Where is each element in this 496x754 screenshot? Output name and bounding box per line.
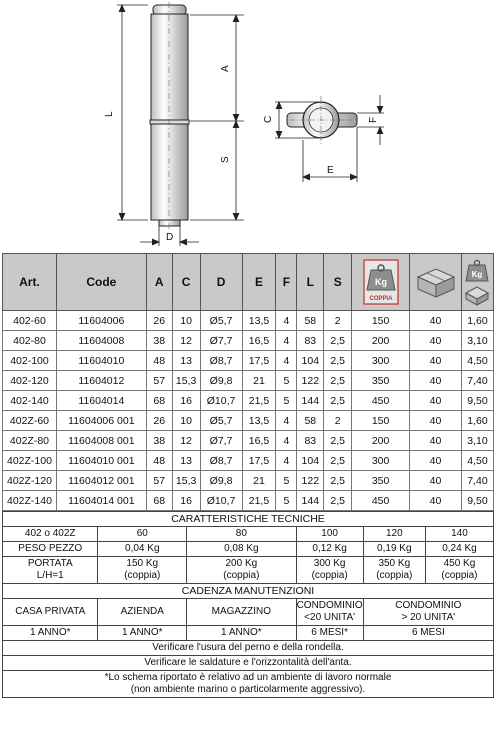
cell-s: 2,5 xyxy=(324,371,352,391)
cell-packaging: 40 xyxy=(410,411,462,431)
cell-weight: 1,60 xyxy=(461,411,493,431)
cell-art: 402Z-140 xyxy=(3,491,57,511)
cell-f: 4 xyxy=(276,431,297,451)
condo-small-line2: <20 UNITA' xyxy=(304,612,356,623)
m-value: 1 ANNO* xyxy=(187,626,296,641)
cell-l: 144 xyxy=(297,491,324,511)
cell-e: 16,5 xyxy=(242,331,276,351)
cell-s: 2,5 xyxy=(324,331,352,351)
cell-weight: 9,50 xyxy=(461,491,493,511)
cell-code: 11604012 001 xyxy=(56,471,146,491)
cell-d: Ø10,7 xyxy=(200,491,242,511)
cell-f: 5 xyxy=(276,391,297,411)
capacity-value: 200 Kg xyxy=(225,558,258,569)
m-value: 1 ANNO* xyxy=(3,626,98,641)
cell-d: Ø5,7 xyxy=(200,311,242,331)
table-row xyxy=(3,331,494,351)
pair-label: (coppia) xyxy=(376,570,413,581)
cell-f: 4 xyxy=(276,351,297,371)
cell-c: 13 xyxy=(172,451,200,471)
capacity-cell xyxy=(425,557,493,584)
cell-code: 11604012 xyxy=(56,371,146,391)
size-cell: 120 xyxy=(363,527,425,542)
m-value: 6 MESI* xyxy=(296,626,363,641)
cell-s: 2,5 xyxy=(324,351,352,371)
cell-c: 12 xyxy=(172,431,200,451)
cell-f: 4 xyxy=(276,331,297,351)
cell-a: 68 xyxy=(146,491,172,511)
cell-packaging: 40 xyxy=(410,371,462,391)
cell-e: 17,5 xyxy=(242,451,276,471)
spec-table xyxy=(2,253,494,511)
col-a: A xyxy=(146,254,172,311)
cell-art: 402Z-80 xyxy=(3,431,57,451)
cell-c: 15,3 xyxy=(172,471,200,491)
cell-art: 402-60 xyxy=(3,311,57,331)
cell-code: 11604014 xyxy=(56,391,146,411)
capacity-value: 150 Kg xyxy=(126,558,159,569)
cell-s: 2 xyxy=(324,411,352,431)
cell-art: 402-140 xyxy=(3,391,57,411)
dim-f-label: F xyxy=(368,116,379,123)
cell-capacity: 450 xyxy=(352,391,410,411)
cell-capacity: 300 xyxy=(352,351,410,371)
cell-weight: 4,50 xyxy=(461,451,493,471)
size-cell: 80 xyxy=(187,527,296,542)
cell-s: 2,5 xyxy=(324,391,352,411)
weight-kg2-text: Kg xyxy=(472,270,483,279)
cell-f: 5 xyxy=(276,471,297,491)
cell-art: 402Z-60 xyxy=(3,411,57,431)
cell-art: 402-80 xyxy=(3,331,57,351)
cell-s: 2,5 xyxy=(324,471,352,491)
cell-f: 4 xyxy=(276,311,297,331)
cell-a: 48 xyxy=(146,351,172,371)
m-value: 6 MESI xyxy=(363,626,493,641)
col-d: D xyxy=(200,254,242,311)
dim-s-label: S xyxy=(220,156,231,163)
cell-e: 21,5 xyxy=(242,391,276,411)
hinge-top-view xyxy=(287,96,357,144)
technical-drawing xyxy=(0,0,496,250)
maintenance-title: CADENZA MANUTENZIONI xyxy=(3,584,494,599)
m-value: 1 ANNO* xyxy=(98,626,187,641)
cell-weight: 3,10 xyxy=(461,331,493,351)
box-icon xyxy=(414,265,458,299)
cell-c: 12 xyxy=(172,331,200,351)
cell-capacity: 200 xyxy=(352,431,410,451)
cell-f: 5 xyxy=(276,491,297,511)
weight-pair-icon xyxy=(361,258,401,306)
cell-a: 26 xyxy=(146,311,172,331)
cell-l: 83 xyxy=(297,431,324,451)
cell-f: 5 xyxy=(276,371,297,391)
cell-packaging: 40 xyxy=(410,351,462,371)
cell-s: 2,5 xyxy=(324,491,352,511)
table-row xyxy=(3,451,494,471)
cell-f: 4 xyxy=(276,451,297,471)
col-weight xyxy=(461,254,493,311)
cell-art: 402Z-100 xyxy=(3,451,57,471)
cell-weight: 1,60 xyxy=(461,311,493,331)
cell-code: 11604010 001 xyxy=(56,451,146,471)
cell-code: 11604006 xyxy=(56,311,146,331)
cell-packaging: 40 xyxy=(410,431,462,451)
size-cell: 140 xyxy=(425,527,493,542)
col-c: C xyxy=(172,254,200,311)
cell-c: 16 xyxy=(172,391,200,411)
cell-l: 58 xyxy=(297,311,324,331)
coppia-text: COPPIA xyxy=(369,296,393,302)
capacity-cell xyxy=(296,557,363,584)
weight-cell: 0,12 Kg xyxy=(296,542,363,557)
capacity-cell xyxy=(98,557,187,584)
cell-weight: 3,10 xyxy=(461,431,493,451)
col-l: L xyxy=(297,254,324,311)
cell-code: 11604008 001 xyxy=(56,431,146,451)
capacity-cell xyxy=(363,557,425,584)
hinge-side-view xyxy=(150,2,189,232)
col-packaging xyxy=(410,254,462,311)
cell-e: 21 xyxy=(242,371,276,391)
tech-weight-row xyxy=(3,542,494,557)
dim-a-label: A xyxy=(220,65,231,72)
cell-e: 17,5 xyxy=(242,351,276,371)
pair-label: (coppia) xyxy=(441,570,478,581)
cell-a: 68 xyxy=(146,391,172,411)
capacity-label-line1: PORTATA xyxy=(27,558,73,569)
cell-d: Ø8,7 xyxy=(200,451,242,471)
cell-l: 122 xyxy=(297,371,324,391)
table-row xyxy=(3,351,494,371)
cell-s: 2,5 xyxy=(324,451,352,471)
cell-a: 57 xyxy=(146,371,172,391)
cell-art: 402-120 xyxy=(3,371,57,391)
cell-a: 57 xyxy=(146,471,172,491)
cell-packaging: 40 xyxy=(410,471,462,491)
weight-cell: 0,08 Kg xyxy=(187,542,296,557)
capacity-label xyxy=(3,557,98,584)
footnote-line1: *Lo schema riportato è relativo ad un ambiente di lavoro normale xyxy=(104,672,392,683)
dim-l-line xyxy=(117,5,148,220)
dim-d-label: D xyxy=(166,232,174,243)
cell-a: 48 xyxy=(146,451,172,471)
size-cell: 60 xyxy=(98,527,187,542)
capacity-value: 450 Kg xyxy=(443,558,476,569)
cell-capacity: 150 xyxy=(352,311,410,331)
cell-d: Ø5,7 xyxy=(200,411,242,431)
cell-code: 11604014 001 xyxy=(56,491,146,511)
cell-packaging: 40 xyxy=(410,391,462,411)
cell-capacity: 200 xyxy=(352,331,410,351)
tech-capacity-row xyxy=(3,557,494,584)
cell-code: 11604006 001 xyxy=(56,411,146,431)
cell-c: 13 xyxy=(172,351,200,371)
dim-e-label: E xyxy=(327,165,334,176)
pair-label: (coppia) xyxy=(124,570,161,581)
cell-capacity: 350 xyxy=(352,471,410,491)
weight-cell: 0,04 Kg xyxy=(98,542,187,557)
cell-d: Ø9,8 xyxy=(200,371,242,391)
cell-weight: 9,50 xyxy=(461,391,493,411)
cell-l: 144 xyxy=(297,391,324,411)
capacity-cell xyxy=(187,557,296,584)
cell-code: 11604010 xyxy=(56,351,146,371)
tech-table xyxy=(2,511,494,698)
cell-a: 26 xyxy=(146,411,172,431)
col-s: S xyxy=(324,254,352,311)
table-row xyxy=(3,411,494,431)
cell-e: 16,5 xyxy=(242,431,276,451)
model-label: 402 o 402Z xyxy=(3,527,98,542)
weight-label: PESO PEZZO xyxy=(3,542,98,557)
cell-c: 10 xyxy=(172,311,200,331)
condo-large-line2: > 20 UNITA' xyxy=(401,612,456,623)
col-code: Code xyxy=(56,254,146,311)
condo-small-line1: CONDOMINIO xyxy=(296,600,363,611)
dim-l-label: L xyxy=(104,111,115,117)
table-row xyxy=(3,391,494,411)
m-header-casa: CASA PRIVATA xyxy=(3,599,98,626)
weight-kg-text: Kg xyxy=(374,277,387,287)
footnote-line2: (non ambiente marino o particolarmente aggressivo). xyxy=(130,684,366,695)
capacity-label-line2: L/H=1 xyxy=(36,570,64,581)
table-row xyxy=(3,371,494,391)
m-header-condo-small xyxy=(296,599,363,626)
maintenance-values-row xyxy=(3,626,494,641)
weight-cell: 0,24 Kg xyxy=(425,542,493,557)
table-row xyxy=(3,311,494,331)
cell-s: 2,5 xyxy=(324,431,352,451)
condo-large-line1: CONDOMINIO xyxy=(395,600,462,611)
cell-weight: 4,50 xyxy=(461,351,493,371)
cell-a: 38 xyxy=(146,331,172,351)
weight-cell: 0,19 Kg xyxy=(363,542,425,557)
note-wear: Verificare l'usura del perno e della rondella. xyxy=(3,641,494,656)
cell-capacity: 450 xyxy=(352,491,410,511)
col-capacity xyxy=(352,254,410,311)
cell-code: 11604008 xyxy=(56,331,146,351)
cell-d: Ø7,7 xyxy=(200,431,242,451)
cell-e: 21,5 xyxy=(242,491,276,511)
cell-l: 104 xyxy=(297,351,324,371)
cell-d: Ø10,7 xyxy=(200,391,242,411)
pair-label: (coppia) xyxy=(311,570,348,581)
cell-art: 402-100 xyxy=(3,351,57,371)
cell-d: Ø8,7 xyxy=(200,351,242,371)
cell-l: 83 xyxy=(297,331,324,351)
cell-capacity: 150 xyxy=(352,411,410,431)
cell-packaging: 40 xyxy=(410,451,462,471)
dim-c-label: C xyxy=(263,115,274,123)
tech-size-row xyxy=(3,527,494,542)
cell-a: 38 xyxy=(146,431,172,451)
dim-a-line xyxy=(190,15,244,220)
cell-weight: 7,40 xyxy=(461,471,493,491)
cell-l: 58 xyxy=(297,411,324,431)
cell-c: 16 xyxy=(172,491,200,511)
cell-e: 13,5 xyxy=(242,311,276,331)
footnote xyxy=(3,671,494,698)
m-header-azienda: AZIENDA xyxy=(98,599,187,626)
capacity-value: 350 Kg xyxy=(378,558,411,569)
cell-d: Ø9,8 xyxy=(200,471,242,491)
cell-capacity: 350 xyxy=(352,371,410,391)
col-e: E xyxy=(242,254,276,311)
m-header-condo-large xyxy=(363,599,493,626)
size-cell: 100 xyxy=(296,527,363,542)
table-row xyxy=(3,431,494,451)
spec-header-row xyxy=(3,254,494,311)
capacity-value: 300 Kg xyxy=(313,558,346,569)
cell-packaging: 40 xyxy=(410,491,462,511)
note-welds: Verificare le saldature e l'orizzontalità dell'anta. xyxy=(3,656,494,671)
cell-d: Ø7,7 xyxy=(200,331,242,351)
cell-e: 13,5 xyxy=(242,411,276,431)
col-f: F xyxy=(276,254,297,311)
col-art: Art. xyxy=(3,254,57,311)
tech-title: CARATTERISTICHE TECNICHE xyxy=(3,512,494,527)
maintenance-header-row xyxy=(3,599,494,626)
cell-l: 104 xyxy=(297,451,324,471)
cell-packaging: 40 xyxy=(410,331,462,351)
cell-c: 15,3 xyxy=(172,371,200,391)
table-row xyxy=(3,471,494,491)
weight-box-icon xyxy=(463,257,491,307)
m-header-magazzino: MAGAZZINO xyxy=(187,599,296,626)
cell-f: 4 xyxy=(276,411,297,431)
cell-e: 21 xyxy=(242,471,276,491)
cell-c: 10 xyxy=(172,411,200,431)
table-row xyxy=(3,491,494,511)
cell-l: 122 xyxy=(297,471,324,491)
cell-capacity: 300 xyxy=(352,451,410,471)
cell-art: 402Z-120 xyxy=(3,471,57,491)
cell-s: 2 xyxy=(324,311,352,331)
pair-label: (coppia) xyxy=(223,570,260,581)
cell-weight: 7,40 xyxy=(461,371,493,391)
cell-packaging: 40 xyxy=(410,311,462,331)
